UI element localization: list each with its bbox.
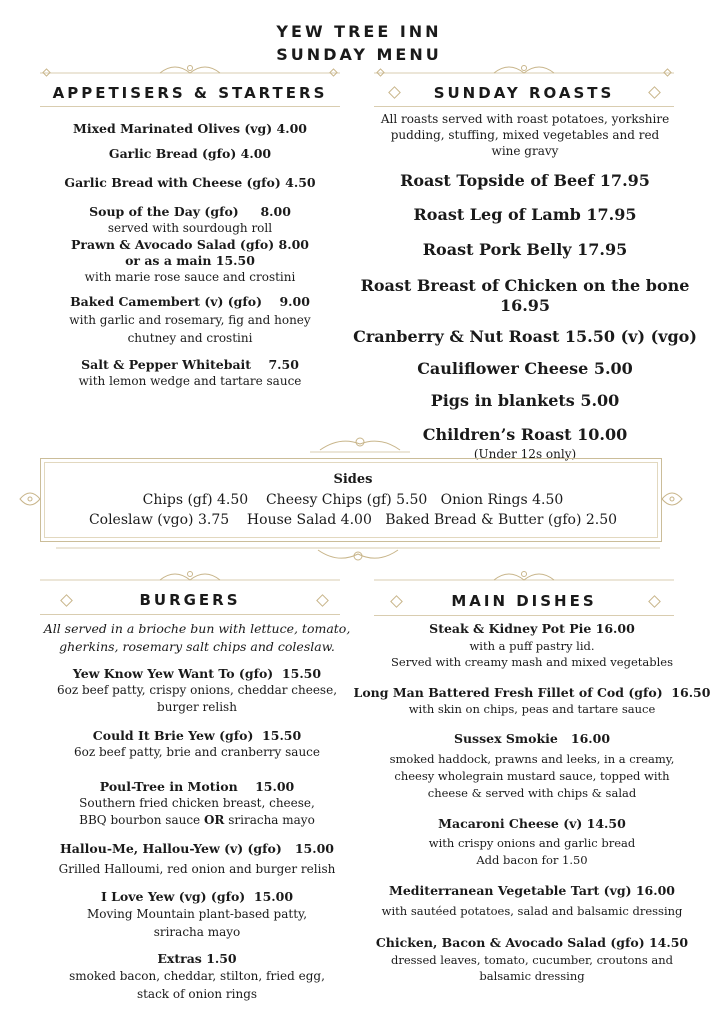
page-title — [0, 20, 718, 66]
ornament-divider-left — [40, 568, 340, 584]
mains-heading: MAIN DISHES — [451, 592, 597, 610]
roasts-intro: All roasts served with roast potatoes, yorkshire — [380, 112, 670, 126]
menu-item-description: cheese & served with chips & salad — [427, 786, 637, 800]
roasts-heading: SUNDAY ROASTS — [433, 84, 615, 102]
roast-item: Roast Breast of Chicken on the bone 16.95 — [360, 276, 690, 315]
roast-item: Roast Leg of Lamb 17.95 — [413, 205, 637, 224]
flourish-ornament — [310, 432, 410, 454]
appetisers-heading: APPETISERS & STARTERS — [52, 84, 328, 102]
roast-item: Cranberry & Nut Roast 15.50 (v) (vgo) — [353, 327, 697, 346]
flourish-ornament — [40, 62, 340, 78]
menu-item-name: Sussex Smokie 16.00 — [453, 731, 611, 746]
menu-item-description: 6oz beef patty, crispy onions, cheddar cheese, — [56, 683, 338, 697]
menu-item-description: smoked haddock, prawns and leeks, in a creamy, — [389, 752, 675, 766]
menu-item-description: with marie rose sauce and crostini — [84, 270, 296, 284]
menu-item-description: Grilled Halloumi, red onion and burger relish — [58, 862, 336, 876]
description-emphasis: OR — [203, 813, 225, 827]
menu-item-description: sriracha mayo — [153, 925, 241, 939]
description-part: BBQ bourbon sauce — [79, 813, 204, 827]
menu-title: SUNDAY MENU — [276, 45, 442, 64]
mains-list — [352, 621, 712, 984]
menu-item-name: Soup of the Day (gfo) 8.00 — [89, 204, 291, 219]
divider — [40, 614, 340, 615]
roast-item: Roast Pork Belly 17.95 — [422, 240, 628, 259]
menu-item-name: Could It Brie Yew (gfo) 15.50 — [92, 728, 302, 743]
sides-content — [40, 472, 666, 530]
menu-item-description: with a puff pastry lid. — [469, 639, 595, 653]
flourish-ornament — [374, 62, 674, 78]
menu-item-name: Yew Know Yew Want To (gfo) 15.50 — [72, 666, 322, 681]
roast-item: Roast Topside of Beef 17.95 — [400, 171, 650, 190]
menu-item-name: Chicken, Bacon & Avocado Salad (gfo) 14.50 — [375, 935, 689, 950]
menu-item-name: Garlic Bread with Cheese (gfo) 4.50 — [64, 175, 316, 190]
burgers-intro: gherkins, rosemary salt chips and coleslaw. — [59, 639, 335, 654]
menu-item-description: dressed leaves, tomato, cucumber, croutons and — [390, 953, 674, 967]
diamond-icon — [650, 597, 659, 606]
menu-item-name: Mediterranean Vegetable Tart (vg) 16.00 — [389, 883, 675, 898]
diamond-icon — [650, 88, 659, 97]
roast-item: Children’s Roast 10.00 — [422, 425, 628, 444]
menu-item-name: or as a main 15.50 — [125, 253, 255, 268]
menu-item-description: Served with creamy mash and mixed vegetables — [391, 655, 673, 669]
roast-note: (Under 12s only) — [473, 447, 577, 461]
menu-item-description: stack of onion rings — [136, 987, 258, 1001]
menu-item-description: with sautéed potatoes, salad and balsamic dressing — [381, 904, 683, 918]
menu-item-description: with crispy onions and garlic bread — [428, 836, 636, 850]
menu-item-name: Baked Camembert (v) (gfo) 9.00 — [70, 294, 310, 309]
menu-item-name: Hallou-Me, Hallou-Yew (v) (gfo) 15.00 — [60, 841, 334, 856]
menu-item-name: Extras 1.50 — [157, 951, 237, 966]
ornament-divider — [56, 544, 660, 566]
ornament-divider-right — [374, 62, 674, 78]
menu-item-description: cheesy wholegrain mustard sauce, topped with — [394, 769, 670, 783]
menu-item-name: Garlic Bread (gfo) 4.00 — [108, 146, 272, 161]
roast-item: Pigs in blankets 5.00 — [430, 391, 620, 410]
diamond-icon — [392, 597, 401, 606]
menu-item-description: balsamic dressing — [479, 969, 585, 983]
menu-item-description: with lemon wedge and tartare sauce — [78, 374, 302, 388]
divider — [374, 615, 674, 616]
roast-item: Cauliflower Cheese 5.00 — [417, 359, 633, 378]
diamond-icon — [390, 88, 399, 97]
diamond-icon — [318, 596, 327, 605]
divider — [40, 106, 340, 107]
diamond-icon — [62, 596, 71, 605]
burgers-heading: BURGERS — [139, 591, 241, 609]
ornament-divider-left — [40, 62, 340, 78]
menu-item-description: served with sourdough roll — [107, 221, 273, 235]
menu-item-name: I Love Yew (vg) (gfo) 15.00 — [100, 889, 294, 904]
burgers-list — [34, 620, 360, 1003]
burgers-intro: All served in a brioche bun with lettuce, tomato, — [43, 621, 351, 636]
menu-item-description: Moving Mountain plant-based patty, — [86, 907, 308, 921]
sides-heading: Sides — [333, 472, 373, 487]
roasts-intro: wine gravy — [491, 144, 559, 158]
menu-item-description: chutney and crostini — [127, 331, 253, 345]
menu-item-description: with garlic and rosemary, fig and honey — [69, 313, 311, 327]
menu-item-name: Macaroni Cheese (v) 14.50 — [438, 816, 626, 831]
sides-line: Chips (gf) 4.50 Cheesy Chips (gf) 5.50 Onion Rings 4.50 — [142, 492, 564, 508]
ornament-divider-right — [374, 568, 674, 584]
divider — [374, 106, 674, 107]
menu-item-description: Southern fried chicken breast, cheese, — [79, 796, 315, 810]
menu-item-name: Poul-Tree in Motion 15.00 — [99, 779, 295, 794]
menu-item-name: Salt & Pepper Whitebait 7.50 — [81, 357, 299, 372]
menu-item-name: Steak & Kidney Pot Pie 16.00 — [429, 621, 635, 636]
menu-item-description: 6oz beef patty, brie and cranberry sauce — [73, 745, 321, 759]
menu-item-description — [34, 812, 360, 829]
sides-line: Coleslaw (vgo) 3.75 House Salad 4.00 Baked Bread & Butter (gfo) 2.50 — [88, 512, 618, 528]
menu-item-description: Add bacon for 1.50 — [476, 853, 588, 867]
flourish-left-icon — [16, 484, 42, 514]
description-part: sriracha mayo — [224, 813, 315, 827]
roasts-list — [340, 111, 710, 462]
menu-item-description: smoked bacon, cheddar, stilton, fried egg, — [69, 969, 325, 983]
restaurant-name: YEW TREE INN — [276, 22, 442, 41]
roasts-intro: pudding, stuffing, mixed vegetables and red — [390, 128, 660, 142]
menu-item-name: Long Man Battered Fresh Fillet of Cod (gfo) 16.50 — [353, 685, 711, 700]
menu-item-name: Mixed Marinated Olives (vg) 4.00 — [73, 121, 307, 136]
menu-item-description: burger relish — [157, 700, 237, 714]
menu-item-name: Prawn & Avocado Salad (gfo) 8.00 — [70, 237, 309, 252]
menu-item-description: with skin on chips, peas and tartare sauce — [408, 702, 656, 716]
appetisers-list — [40, 121, 340, 389]
